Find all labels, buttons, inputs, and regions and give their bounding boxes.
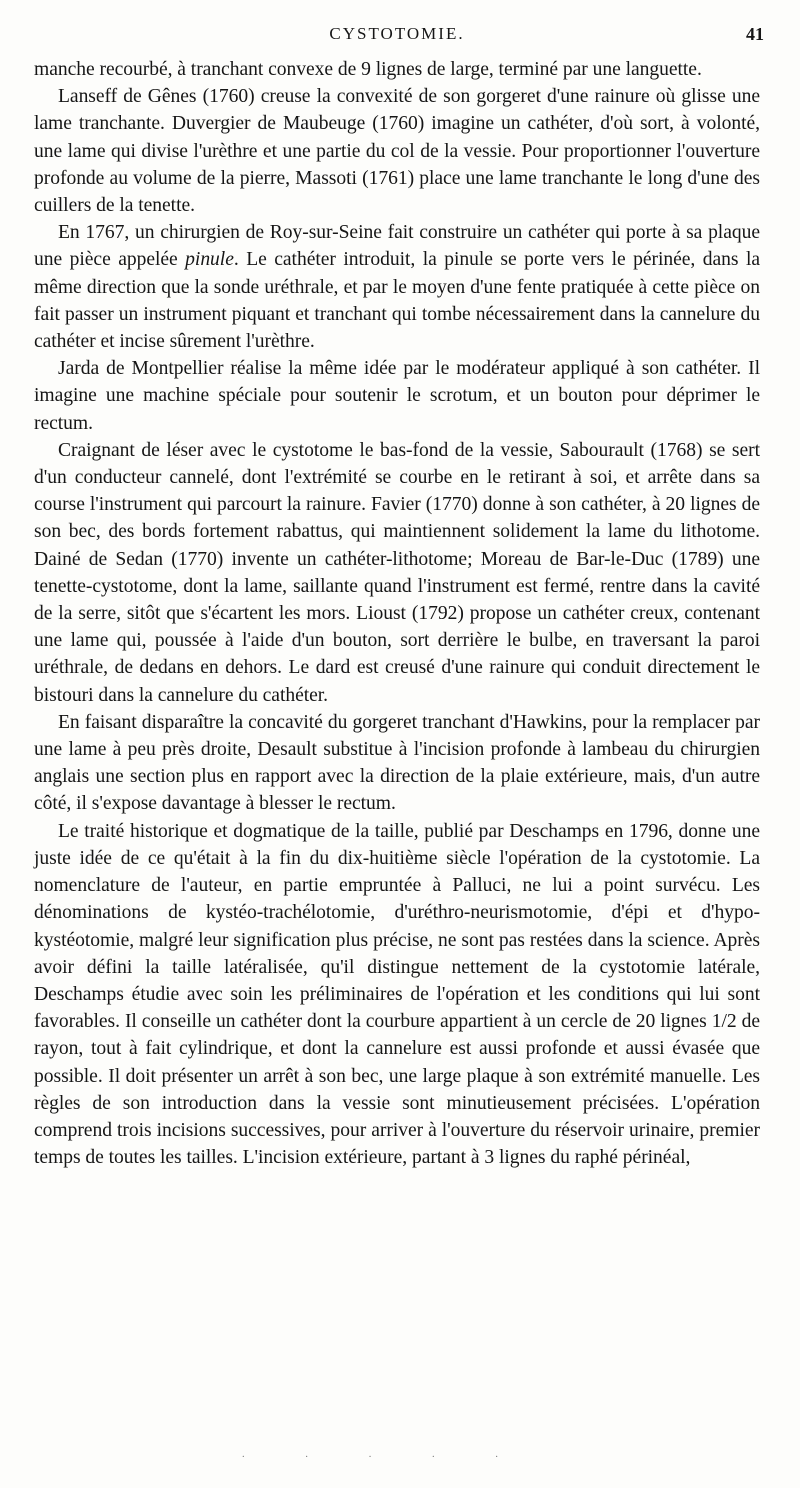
paragraph-5: Craignant de léser avec le cystotome le bas-fond de la vessie, Sabourault (1768) se sert d'un conducteur cannelé, dont l'extrémité se courbe en le retirant à soi, et arrête dans sa course l'instrument qui parcourt la rainure. Favier (1770) donne à son cathéter, à 20 lignes de son bec, des bords fortement rabattus, qui maintiennent solidement la lame du lithotome. Dainé de Sedan (1770) invente un cathéter-lithotome; Moreau de Bar-le-Duc (1789) une tenette-cystotome, dont la lame, saillante quand l'instrument est fermé, rentre dans la cavité de la serre, sitôt que s'écartent les mors. Lioust (1792) propose un cathéter creux, contenant une lame qui, poussée à l'aide d'un bouton, sort derrière le bulbe, en traversant la paroi uréthrale, de dedans en dehors. Le dard est creusé d'une rainure qui conduit directement le bistouri dans la cannelure du cathéter. (34, 439, 760, 706)
paragraph-4: Jarda de Montpellier réalise la même idée par le modérateur appliqué à son cathéter. Il imagine une machine spéciale pour soutenir le scrotum, et un bouton pour déprimer le rectum. (34, 358, 760, 434)
body-text (34, 56, 760, 1171)
paragraph-7: Le traité historique et dogmatique de la taille, publié par Deschamps en 1796, donne une juste idée de ce qu'était à la fin du dix-huitième siècle l'opération de la cystotomie. La nomenclature de l'auteur, en partie empruntée à Palluci, ne lui a point survécu. Les dénominations de kystéo-trachélotomie, d'uréthro-neurismotomie, d'épi et d'hypo-kystéotomie, malgré leur signification plus précise, ne sont pas restées dans la science. Après avoir défini la taille latéralisée, qu'il distingue nettement de la cystotomie latérale, Deschamps étudie avec soin les préliminaires de l'opération et les conditions qui lui sont favorables. Il conseille un cathéter dont la courbure appartient à un cercle de 20 lignes 1/2 de rayon, tout à fait cylindrique, et dont la cannelure est aussi profonde et aussi évasée que possible. Il doit présenter un arrêt à son bec, une large plaque à son extrémité manuelle. Les règles de son introduction dans la vessie sont minutieusement précisées. L'opération comprend trois incisions successives, pour arriver à l'ouverture du réservoir urinaire, premier temps de toutes les tailles. L'incision extérieure, partant à 3 lignes du raphé périnéal, (34, 820, 760, 1169)
running-head (34, 0, 764, 44)
paragraph-3-after: . Le cathéter introduit, la pinule se porte vers le périnée, dans la même direction que la sonde uréthrale, et par le moyen d'une fente pratiquée à cette pièce on fait passer un instrument piquant et tranchant qui tombe nécessairement dans la cannelure du cathéter et incise sûrement l'urèthre. (34, 249, 760, 353)
paragraph-3-before: En 1767, un chirurgien de Roy-sur-Seine fait construire un cathéter qui porte à sa plaque une pièce appelée (34, 222, 760, 271)
paragraph-2: Lanseff de Gênes (1760) creuse la convexité de son gorgeret d'une rainure où glisse une lame tranchante. Duvergier de Maubeuge (1760) imagine un cathéter, d'où sort, à volonté, une lame qui divise l'urèthre et une partie du col de la vessie. Pour proportionner l'ouverture profonde au volume de la pierre, Massoti (1761) place une lame tranchante le long d'une des cuillers de la tenette. (34, 86, 760, 217)
paragraph-6: En faisant disparaître la concavité du gorgeret tranchant d'Hawkins, pour la remplacer par une lame à peu près droite, Desault substitue à l'incision profonde à lambeau du chirurgien anglais une section plus en rapport avec la direction de la plaie extérieure, mais, d'un autre côté, il s'expose davantage à blesser le rectum. (34, 711, 760, 815)
page-number: 41 (746, 24, 764, 44)
page-bottom-specks: ····· (241, 1452, 559, 1463)
term-pinule: pinule (185, 249, 234, 271)
paragraph-3 (34, 219, 760, 355)
paragraph-1: manche recourbé, à tranchant convexe de 9 lignes de large, terminé par une languette. (34, 59, 702, 80)
running-title: CYSTOTOMIE. (329, 24, 465, 43)
